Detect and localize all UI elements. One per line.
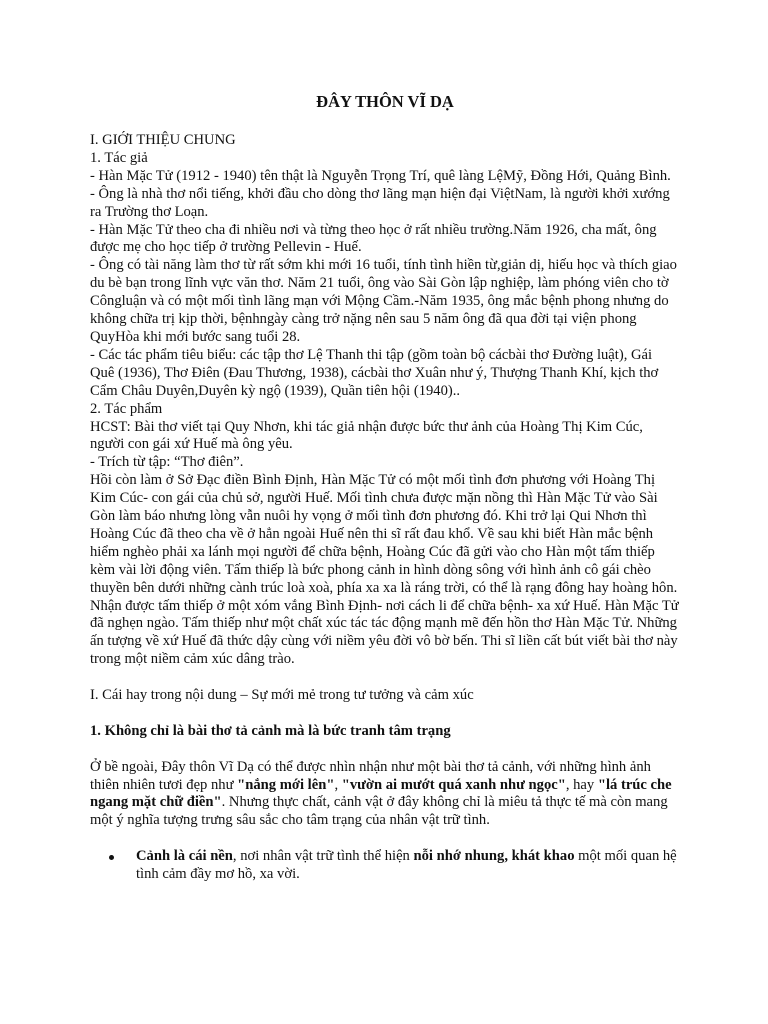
section-heading-intro: I. GIỚI THIỆU CHUNG bbox=[90, 132, 236, 148]
quote-bold: "vườn ai mướt quá xanh như ngọc" bbox=[341, 776, 566, 793]
work-line: Hồi còn làm ở Sở Đạc điền Bình Định, Hàn Mặc Tử có một mối tình đơn phương với Hoàng Thị Kim Cúc- con gái của chủ sở, người Huế. Mối tình chưa được mặn nồng thì Hàn Mặc Tử vào Sài Gòn làm báo nhưng lòng vẫn nuôi hy vọng ở mối tình đơn phương đó. Khi trở lại Qui Nhơn thì Hoàng Cúc đã theo cha về ở hẳn ngoài Huế nên thi sĩ rất đau khổ. Về sau khi biết Hàn mắc bệnh hiểm nghèo phải xa lánh mọi người để chữa bệnh, Hoàng Cúc đã gửi vào cho Hàn một tấm thiếp kèm vài lời động viên. Tấm thiếp là bức phong cảnh in hình dòng sông với hình ảnh cô gái chèo thuyền bên dưới những cành trúc loà xoà, phía xa xa là ráng trời, có thể là rạng đông hay hoàng hôn. Nhận được tấm thiếp ở một xóm vắng Bình Định- nơi cách li để chữa bệnh- xa xứ Huế. Hàn Mặc Tử đã nghẹn ngào. Tấm thiếp như một chất xúc tác tác động mạnh mẽ đến hồn thơ Hàn Mặc Tử. Những ấn tượng về xứ Huế đã thức dậy cùng với niềm yêu đời vô bờ bến. Thi sĩ liền cất bút viết bài thơ này trong một niềm cảm xúc dâng trào. bbox=[90, 472, 679, 668]
para-text: , hay bbox=[565, 776, 598, 793]
sub-heading: 1. Không chỉ là bài thơ tả cảnh mà là bức tranh tâm trạng bbox=[90, 722, 451, 739]
list-item bbox=[136, 848, 680, 884]
bullet-text: , nơi nhân vật trữ tình thể hiện bbox=[232, 848, 414, 865]
spacer bbox=[90, 741, 680, 759]
para-text: Ở bề ngoài, Đây thôn Vĩ Dạ có thể được nhìn nhận như một bài thơ tả cảnh, với những hình ảnh thiên nhiên tươi đẹp như bbox=[90, 758, 651, 793]
quote-bold: "nắng mới lên" bbox=[237, 776, 335, 793]
spacer bbox=[90, 830, 680, 848]
bullet-bold: nỗi nhớ nhung, khát khao bbox=[413, 848, 575, 865]
work-heading: 2. Tác phẩm bbox=[90, 400, 163, 417]
author-line: - Ông là nhà thơ nổi tiếng, khởi đầu cho dòng thơ lãng mạn hiện đại ViệtNam, là người khởi xướng ra Trường thơ Loạn. bbox=[90, 185, 670, 220]
section-heading-content: I. Cái hay trong nội dung – Sự mới mẻ trong tư tưởng và cảm xúc bbox=[90, 687, 474, 704]
para-text: . Nhưng thực chất, cảnh vật ở đây không chỉ là miêu tả thực tế mà còn mang một ý nghĩa tượng trưng sâu sắc cho tâm trạng của nhân vật trữ tình. bbox=[90, 794, 668, 829]
bullet-list bbox=[90, 848, 680, 884]
content-paragraph bbox=[90, 759, 680, 831]
author-heading: 1. Tác giả bbox=[90, 149, 148, 166]
author-line: - Hàn Mặc Tử (1912 - 1940) tên thật là Nguyễn Trọng Trí, quê làng LệMỹ, Đồng Hới, Quảng Bình. bbox=[90, 167, 671, 184]
spacer bbox=[90, 705, 680, 723]
author-line: - Hàn Mặc Tử theo cha đi nhiều nơi và từng theo học ở rất nhiều trường.Năm 1926, cha mất, ông được mẹ cho học tiếp ở trường Pellevin - Huế. bbox=[90, 221, 657, 256]
spacer bbox=[90, 669, 680, 687]
bullet-bold: Cảnh là cái nền bbox=[136, 848, 233, 865]
document-title: ĐÂY THÔN VĨ DẠ bbox=[316, 92, 454, 111]
document-page bbox=[90, 92, 680, 884]
author-line: - Ông có tài năng làm thơ từ rất sớm khi mới 16 tuổi, tính tình hiền từ,giản dị, hiếu học và thích giao du bè bạn trong lĩnh vực văn thơ. Năm 21 tuổi, ông vào Sài Gòn lập nghiệp, làm phóng viên cho tờ Côngluận và có một mối tình lãng mạn với Mộng Cầm.-Năm 1935, ông mắc bệnh phong nhưng do không chữa trị kịp thời, bệnhngày càng trở nặng nên sau 5 năm ông đã qua đời tại viện phong QuyHòa khi mới bước sang tuổi 28. bbox=[90, 257, 677, 345]
work-line: HCST: Bài thơ viết tại Quy Nhơn, khi tác giả nhận được bức thư ảnh của Hoàng Thị Kim Cúc, người con gái xứ Huế mà ông yêu. bbox=[90, 418, 643, 453]
quote-bold: "lá trúc che ngang mặt chữ điền" bbox=[90, 776, 672, 811]
bullet-dot-icon bbox=[109, 855, 114, 860]
bullet-text: một mối quan hệ tình cảm đầy mơ hồ, xa vời. bbox=[136, 848, 677, 883]
author-line: - Các tác phẩm tiêu biểu: các tập thơ Lệ Thanh thi tập (gồm toàn bộ cácbài thơ Đường luật), Gái Quê (1936), Thơ Điên (Đau Thương, 1938), cácbài thơ Xuân như ý, Thượng Thanh Khí, kịch thơ Cẩm Châu Duyên,Duyên kỳ ngộ (1939), Quần tiên hội (1940).. bbox=[90, 346, 659, 399]
work-line: - Trích từ tập: “Thơ điên”. bbox=[90, 454, 244, 471]
para-text: , bbox=[334, 776, 342, 793]
